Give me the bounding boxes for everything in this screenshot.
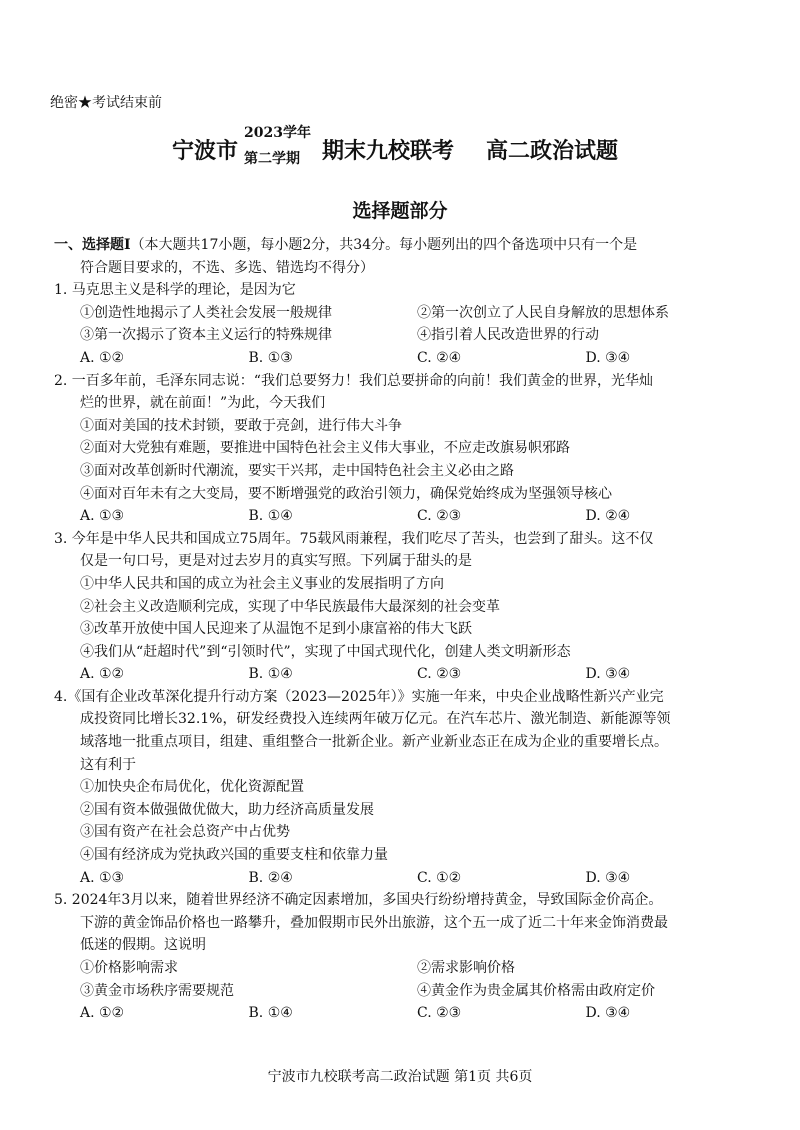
q4-stem: 成投资同比增长32.1%，研发经费投入连续两年破万亿元。在汽车芯片、激光制造、新能源等领	[80, 711, 671, 728]
q2-option-b: B. ①④	[248, 508, 293, 525]
q1-item: ①创造性地揭示了人类社会发展一般规律	[80, 304, 332, 321]
q4-option-a: A. ①③	[80, 869, 125, 886]
q5-stem: 下游的黄金饰品价格也一路攀升，叠加假期市民外出旅游，这个五一成了近二十年来金饰消费最	[80, 914, 668, 931]
q3-option-a: A. ①②	[80, 666, 125, 683]
q2-item: ①面对美国的技术封锁，要敢于亮剑，进行伟大斗争	[80, 417, 402, 434]
section-title: 选择题部分	[352, 200, 448, 222]
q1-item: ③第一次揭示了资本主义运行的特殊规律	[80, 327, 332, 344]
q5-items-row-1	[54, 957, 754, 980]
q4-item: ④国有经济成为党执政兴国的重要支柱和依靠力量	[80, 847, 388, 864]
q1-item: ②第一次创立了人民自身解放的思想体系	[417, 304, 669, 321]
title-subject: 高二政治试题	[486, 138, 619, 164]
q1-options	[54, 347, 754, 370]
q4-stem: 4.《国有企业改革深化提升行动方案（2023—2025年）》实施一年来，中央企业战略性新兴产业完	[54, 688, 664, 705]
q5-stem: 5. 2024年3月以来，随着世界经济不确定因素增加，多国央行纷纷增持黄金，导致国际金价高企。	[54, 892, 663, 909]
question-content	[54, 234, 754, 1025]
q3-option-d: D. ③④	[585, 666, 631, 683]
q5-item: ②需求影响价格	[417, 960, 515, 976]
q3-option-c: C. ②③	[417, 666, 462, 683]
q2-options	[54, 505, 754, 528]
part-one-instruction-1: （本大题共17小题，每小题2分，共34分。每小题列出的四个备选项中只有一个是	[130, 237, 638, 253]
q2-option-a: A. ①③	[80, 508, 125, 525]
q4-option-b: B. ②④	[248, 869, 293, 886]
q3-option-b: B. ①④	[248, 666, 293, 683]
q5-options	[54, 1002, 754, 1025]
q5-option-d: D. ③④	[585, 1005, 631, 1022]
q4-item: ②国有资本做强做优做大，助力经济高质量发展	[80, 801, 374, 818]
title-city: 宁波市	[172, 138, 239, 164]
q3-item: ③改革开放使中国人民迎来了从温饱不足到小康富裕的伟大飞跃	[80, 621, 472, 638]
q4-stem: 域落地一批重点项目，组建、重组整合一批新企业。新产业新业态正在成为企业的重要增长点。	[80, 734, 668, 751]
title-term: 第二学期	[244, 151, 300, 167]
q1-option-a: A. ①②	[80, 349, 125, 366]
q2-item: ④面对百年未有之大变局，要不断增强党的政治引领力，确保党始终成为坚强领导核心	[80, 485, 612, 502]
exam-title	[0, 118, 800, 176]
q1-option-c: C. ②④	[417, 349, 462, 366]
q1-option-d: D. ③④	[585, 349, 631, 366]
q5-item: ④黄金作为贵金属其价格需由政府定价	[417, 982, 655, 999]
q1-items-row-2	[54, 324, 754, 347]
q3-item: ②社会主义改造顺利完成，实现了中华民族最伟大最深刻的社会变革	[80, 598, 500, 615]
q4-option-c: C. ①②	[417, 869, 462, 886]
confidential-label: 绝密★考试结束前	[50, 95, 162, 111]
q4-item: ①加快央企布局优化，优化资源配置	[80, 779, 304, 796]
q3-stem: 3. 今年是中华人民共和国成立75周年。75载风雨兼程，我们吃尽了苦头，也尝到了甜头。这不仅	[54, 530, 654, 547]
part-one-heading	[54, 234, 754, 257]
q5-item: ①价格影响需求	[80, 960, 178, 976]
q2-item: ③面对改革创新时代潮流，要实干兴邦，走中国特色社会主义必由之路	[80, 462, 514, 479]
q1-items-row-1	[54, 302, 754, 325]
q2-stem: 2. 一百多年前，毛泽东同志说：“我们总要努力！我们总要拼命的向前！我们黄金的世界，光华灿	[54, 372, 653, 389]
q5-item: ③黄金市场秩序需要规范	[80, 982, 234, 999]
q1-item: ④指引着人民改造世界的行动	[417, 327, 599, 344]
part-one-instruction-2: 符合题目要求的，不选、多选、错选均不得分）	[80, 259, 374, 276]
q2-item: ②面对大党独有难题，要推进中国特色社会主义伟大事业，不应走改旗易帜邪路	[80, 440, 570, 457]
q4-options	[54, 867, 754, 890]
q5-items-row-2	[54, 980, 754, 1003]
part-one-head: 一、选择题Ⅰ	[54, 237, 131, 253]
q4-option-d: D. ③④	[585, 869, 631, 886]
title-exam: 期末九校联考	[322, 138, 455, 164]
q5-stem: 低迷的假期。这说明	[80, 937, 206, 954]
q3-item: ①中华人民共和国的成立为社会主义事业的发展指明了方向	[80, 575, 444, 592]
q1-stem: 1. 马克思主义是科学的理论，是因为它	[54, 282, 296, 299]
q5-option-c: C. ②③	[417, 1005, 462, 1022]
title-year: 2023学年	[244, 125, 311, 141]
q5-option-a: A. ①②	[80, 1005, 125, 1022]
q4-item: ③国有资产在社会总资产中占优势	[80, 824, 290, 841]
q1-option-b: B. ①③	[248, 349, 293, 366]
q4-stem: 这有利于	[80, 756, 136, 773]
q3-options	[54, 663, 754, 686]
q2-option-d: D. ②④	[585, 508, 631, 525]
q2-option-c: C. ②③	[417, 508, 462, 525]
q2-stem: 烂的世界，就在前面！”为此，今天我们	[80, 395, 326, 412]
q3-item: ④我们从“赶超时代”到“引领时代”，实现了中国式现代化，创建人类文明新形态	[80, 643, 571, 660]
q5-option-b: B. ①④	[248, 1005, 293, 1022]
q3-stem: 仅是一句口号，更是对过去岁月的真实写照。下列属于甜头的是	[80, 553, 472, 570]
page-footer: 宁波市九校联考高二政治试题 第1页 共6页	[267, 1069, 533, 1085]
